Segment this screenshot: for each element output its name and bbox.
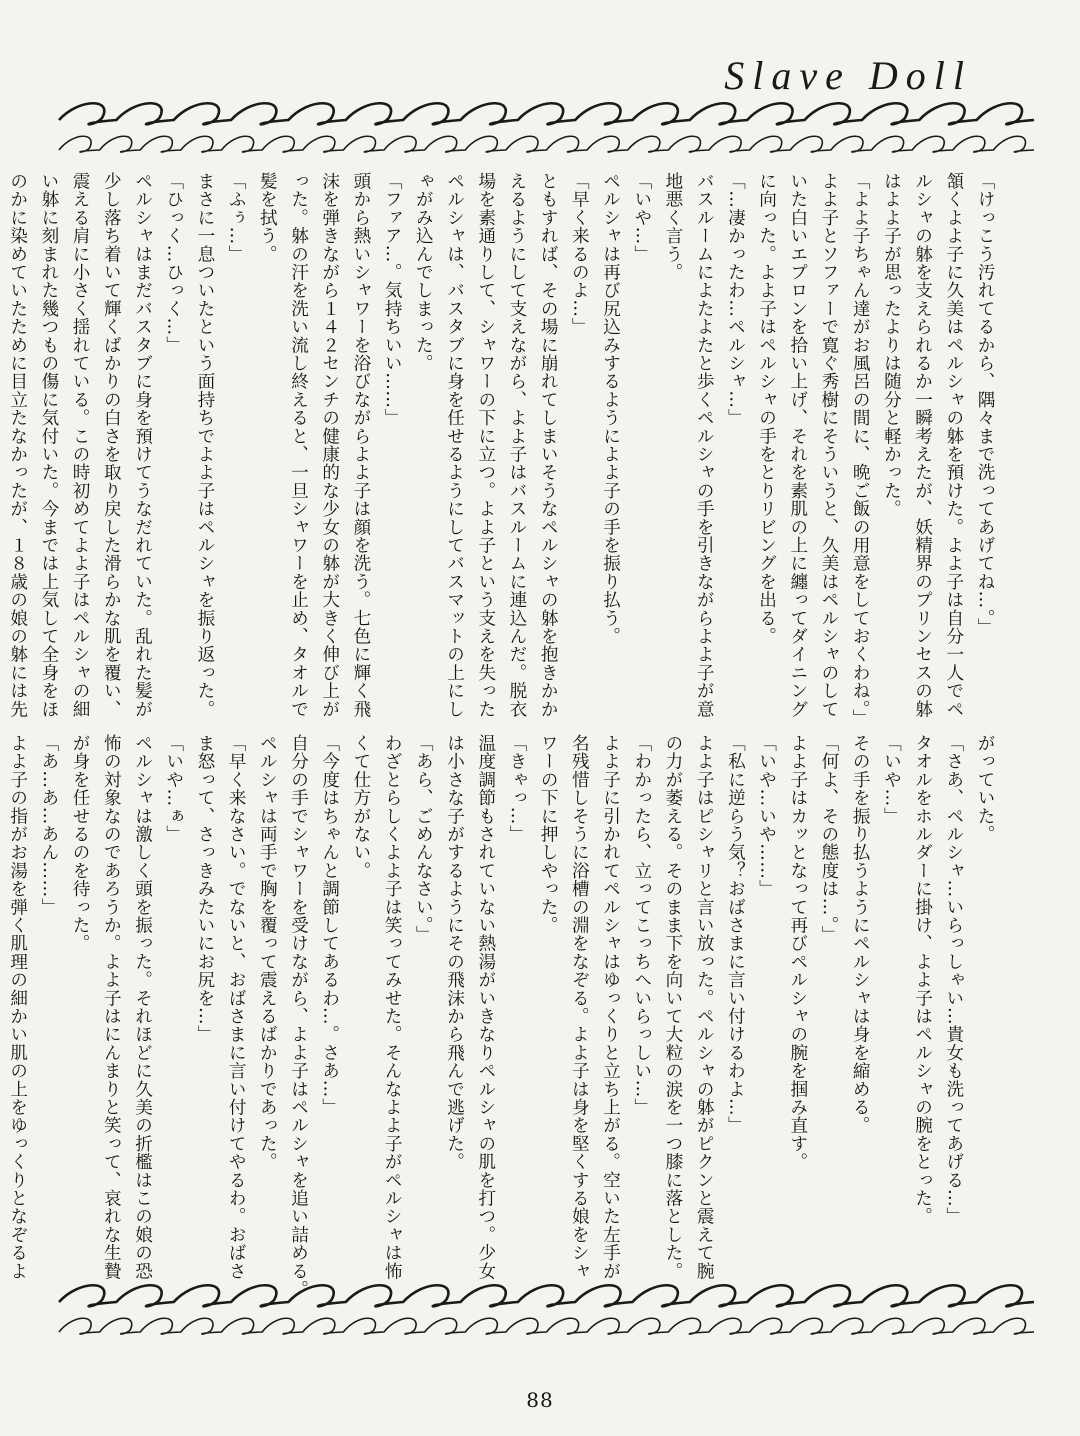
- lower-text-line: その手を振り払うようにペルシャは身を縮める。: [850, 734, 871, 1135]
- upper-text-line: [0, 172, 2, 720]
- lower-text-line: 「いや…いや……」: [756, 734, 777, 898]
- upper-text-line: 頭から熱いシャワーを浴びながらよよ子は顔を洗う。七色に輝く飛: [350, 172, 371, 718]
- lower-text-line: よよ子に引かれてペルシャはゆっくりと立ち上がる。空いた左手が: [600, 734, 621, 1280]
- lower-text-column: [7, 734, 1000, 1299]
- upper-text-line: 「けっこう汚れてるから、隅々まで洗ってあげてね…。」: [975, 172, 995, 637]
- upper-text-line: 髪を拭う。: [257, 172, 278, 263]
- lower-text-line: 「わかったら、立ってこっちへいらっしい…」: [631, 734, 652, 1117]
- lower-text-line: 「私に逆らう気？おばさまに言い付けるわよ…」: [725, 734, 746, 1135]
- upper-text-line: よよ子とソファーで寛ぐ秀樹にそういうと、久美はペルシャのして: [818, 172, 839, 718]
- lower-text-line: ま怒って、さっきみたいにお尻を…」: [194, 734, 215, 1044]
- upper-text-line: はよよ子が思ったよりは随分と軽かった。: [881, 172, 902, 518]
- lower-text-line: 「あら、ごめんなさい。」: [413, 734, 434, 944]
- upper-text-line: 震える肩に小さく揺れている。この時初めてよよ子はペルシャの細: [70, 172, 91, 718]
- upper-text-line: 「…凄かったわ…ペルシャ…」: [725, 172, 746, 427]
- upper-text-line: に向った。よよ子はペルシャの手をとりリビングを出る。: [756, 172, 777, 646]
- lower-text-line: 温度調節もされていない熱湯がいきなりペルシャの肌を打つ。少女: [475, 734, 496, 1280]
- lower-text-line: [0, 734, 2, 1282]
- upper-text-line: 「いや…」: [631, 172, 652, 263]
- upper-text-line: 「よよ子ちゃん達がお風呂の間に、晩ご飯の用意をしておくわね。」: [850, 172, 871, 728]
- upper-text-line: いた白いエプロンを拾い上げ、それを素肌の上に纏ってダイニング: [787, 172, 808, 718]
- upper-text-line: 頷くよよ子に久美はペルシャの躰を預けた。よよ子は自分一人でペ: [943, 172, 964, 718]
- lower-text-line: 「早く来なさい。でないと、おばさまに言い付けてやるわ。おばさ: [226, 734, 247, 1280]
- lower-text-line: 怖の対象なのであろうか。よよ子はにんまりと笑って、哀れな生贄: [101, 734, 122, 1280]
- lower-text-line: 自分の手でシャワーを受けながら、よよ子はペルシャを追い詰める。: [288, 734, 309, 1299]
- upper-text-line: った。躰の汗を洗い流し終えると、一旦シャワーを止め、タオルで: [288, 172, 309, 718]
- upper-text-line: 「ひっく…ひっく…」: [163, 172, 184, 354]
- upper-text-line: 「ふぅ…」: [226, 172, 247, 263]
- lower-text-line: 「何よ、その態度は…。」: [818, 734, 839, 944]
- upper-text-line: 「早く来るのよ…」: [569, 172, 590, 336]
- lower-text-line: ペルシャは激しく頭を振った。それほどに久美の折檻はこの娘の恐: [132, 734, 153, 1280]
- upper-text-line: まさに一息ついたという面持ちでよよ子はペルシャを振り返った。: [194, 172, 215, 718]
- page-title: Slave Doll: [724, 53, 972, 98]
- lower-text-line: ワーの下に押しやった。: [538, 734, 559, 935]
- lower-text-line: がっていた。: [975, 734, 995, 844]
- upper-text-line: のかに染めていたために目立たなかったが、１８歳の娘の躰には先: [7, 172, 28, 718]
- page-number: 88: [526, 1388, 554, 1412]
- upper-text-line: 「ファア…。気持ちいい……」: [382, 172, 403, 427]
- lower-text-line: 「いや…」: [881, 734, 902, 825]
- upper-text-line: 地悪く言う。: [662, 172, 683, 282]
- lower-text-line: よよ子はピシャリと言い放った。ペルシャの躰がピクンと震えて腕: [694, 734, 715, 1280]
- upper-text-line: ペルシャはまだバスタブに身を預けてうなだれていた。乱れた髪が: [132, 172, 153, 718]
- lower-text-line: 名残惜しそうに浴槽の淵をなぞる。よよ子は身を堅くする娘をシャ: [569, 734, 590, 1280]
- top-ornamental-border: [55, 92, 1030, 166]
- upper-text-line: 場を素通りして、シャワーの下に立つ。よよ子という支えを失った: [475, 172, 496, 718]
- lower-text-line: が身を任せるのを待った。: [70, 734, 91, 953]
- bottom-ornamental-border: [55, 1274, 1030, 1348]
- lower-text-line: よよ子の指がお湯を弾く肌理の細かい肌の上をゆっくりとなぞるよ: [7, 734, 28, 1280]
- upper-text-line: い躰に刻まれた幾つもの傷に気付いた。今までは上気して全身をほ: [38, 172, 59, 718]
- lower-text-line: タオルをホルダーに掛け、よよ子はペルシャの腕をとった。: [912, 734, 933, 1226]
- upper-text-line: 沫を弾きながら１４２センチの健康的な少女の躰が大きく伸び上が: [319, 172, 340, 718]
- lower-text-line: わざとらしくよよ子は笑ってみせた。そんなよよ子がペルシャは怖: [382, 734, 403, 1280]
- lower-text-line: 「きゃっ…」: [506, 734, 527, 844]
- upper-text-line: ペルシャは、バスタブに身を任せるようにしてバスマットの上にし: [444, 172, 465, 718]
- upper-text-line: ルシャの躰を支えられるか一瞬考えたが、妖精界のプリンセスの躰: [912, 172, 933, 718]
- upper-text-line: ゃがみ込んでしまった。: [413, 172, 434, 373]
- upper-text-line: ペルシャは再び尻込みするようによよ子の手を振り払う。: [600, 172, 621, 646]
- lower-text-line: くて仕方がない。: [350, 734, 371, 880]
- lower-text-line: 「さあ、ペルシャ…いらっしゃい…貴女も洗ってあげる…」: [943, 734, 964, 1226]
- upper-text-line: 少し落ち着いて輝くばかりの白さを取り戻した滑らかな肌を覆い、: [101, 172, 122, 718]
- lower-text-line: ペルシャは両手で胸を覆って震えるばかりであった。: [257, 734, 278, 1171]
- lower-text-line: は小さな子がするようにその飛沫から飛んで逃げた。: [444, 734, 465, 1171]
- lower-text-line: よよ子はカッとなって再びペルシャの腕を掴み直す。: [787, 734, 808, 1171]
- upper-text-column: [7, 172, 1000, 728]
- lower-text-line: 「今度はちゃんと調節してあるわ…。さあ…」: [319, 734, 340, 1117]
- upper-text-line: バスルームによたよたと歩くペルシャの手を引きながらよよ子が意: [694, 172, 715, 718]
- lower-text-line: 「いや…ぁ」: [163, 734, 184, 844]
- lower-text-line: の力が萎える。そのまま下を向いて大粒の涙を一つ膝に落とした。: [662, 734, 683, 1280]
- upper-text-line: ともすれば、その場に崩れてしまいそうなペルシャの躰を抱きかか: [538, 172, 559, 718]
- lower-text-line: 「あ…あ…あん……」: [38, 734, 59, 916]
- upper-text-line: えるようにして支えながら、よよ子はバスルームに連込んだ。脱衣: [506, 172, 527, 718]
